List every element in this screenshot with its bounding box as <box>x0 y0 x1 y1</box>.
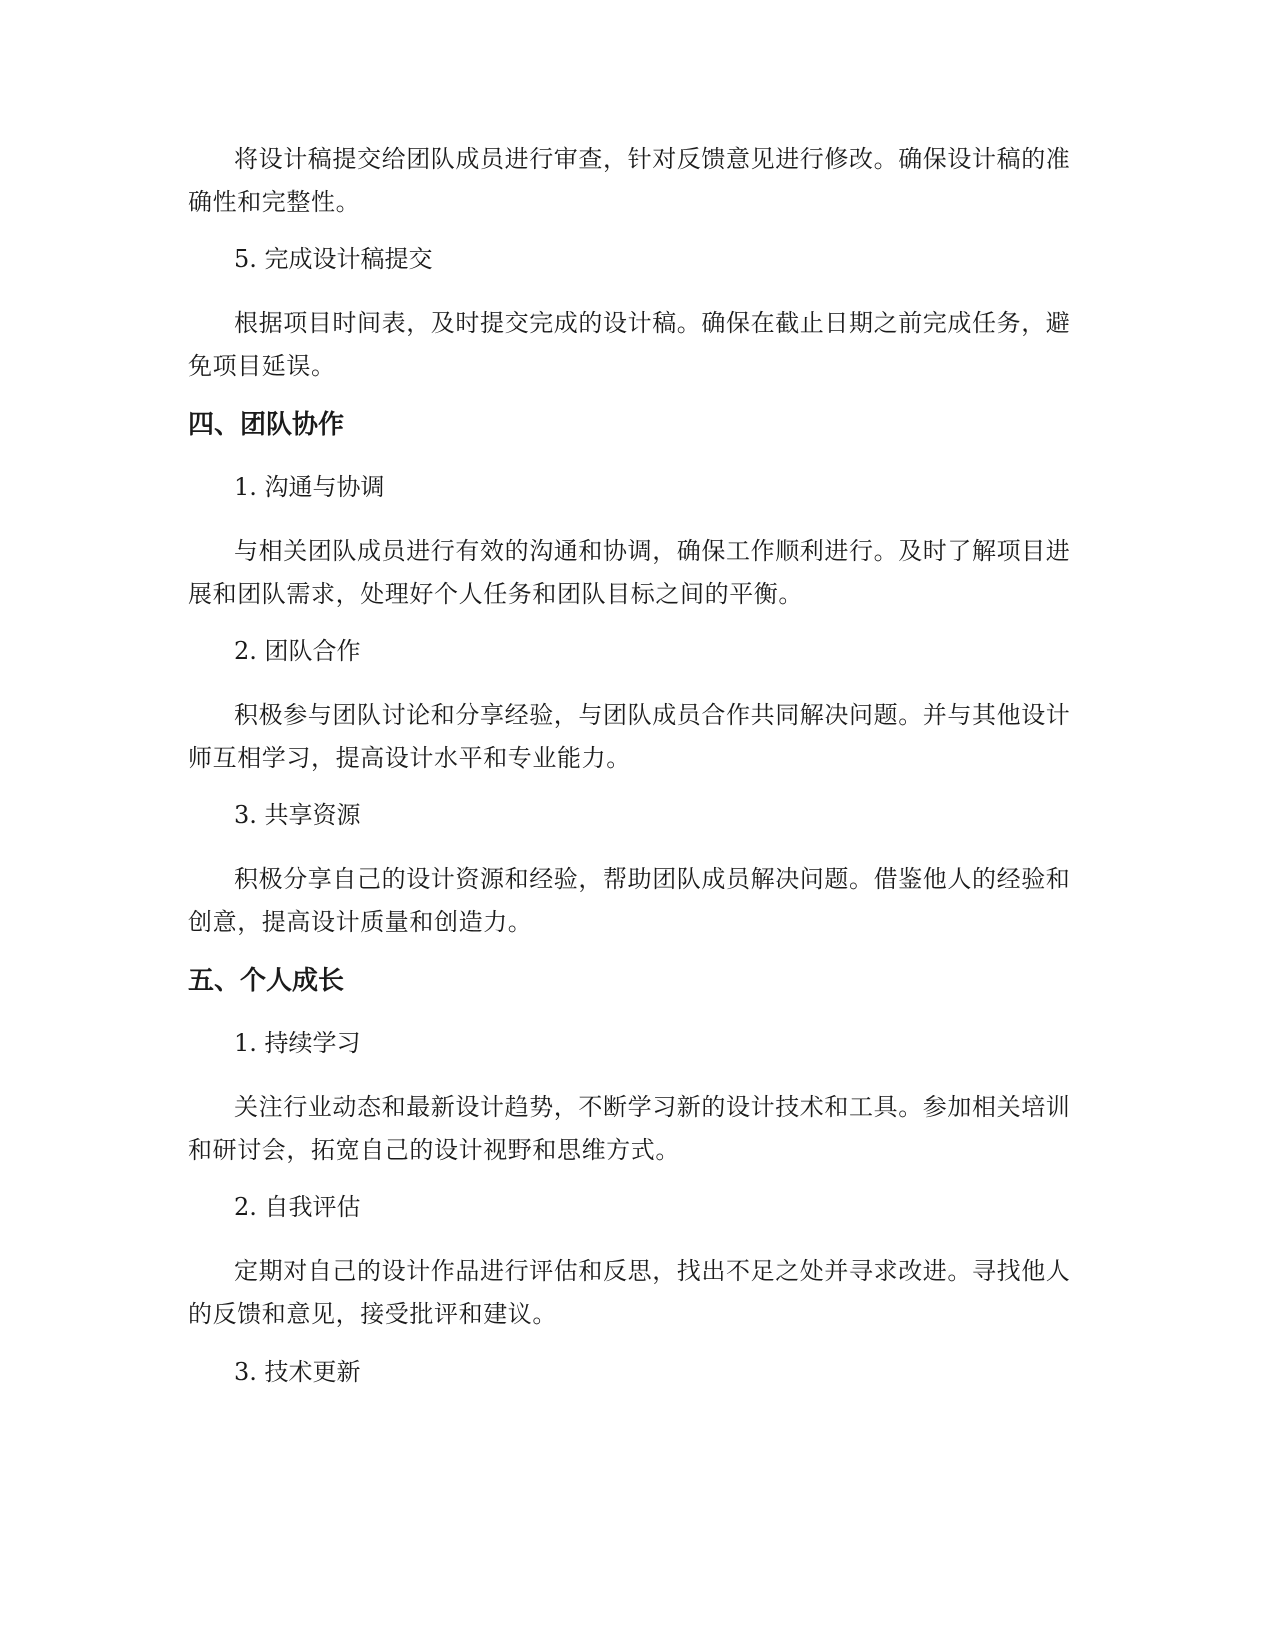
item-share-resources: 3. 共享资源 <box>234 801 361 829</box>
item-communication: 1. 沟通与协调 <box>234 473 385 501</box>
paragraph-submit-design: 根据项目时间表，及时提交完成的设计稿。确保在截止日期之前完成任务，避免项目延误。 <box>188 309 1071 380</box>
item-teamwork: 2. 团队合作 <box>234 637 361 665</box>
paragraph-communication: 与相关团队成员进行有效的沟通和协调，确保工作顺利进行。及时了解项目进展和团队需求，处理好个人任务和团队目标之间的平衡。 <box>188 537 1071 608</box>
paragraph-share-resources: 积极分享自己的设计资源和经验，帮助团队成员解决问题。借鉴他人的经验和创意，提高设计质量和创造力。 <box>188 865 1071 936</box>
item-submit-design: 5. 完成设计稿提交 <box>234 245 433 273</box>
paragraph-teamwork: 积极参与团队讨论和分享经验，与团队成员合作共同解决问题。并与其他设计师互相学习，提高设计水平和专业能力。 <box>188 701 1071 772</box>
item-continuous-learning: 1. 持续学习 <box>234 1029 361 1057</box>
paragraph-self-assessment: 定期对自己的设计作品进行评估和反思，找出不足之处并寻求改进。寻找他人的反馈和意见，接受批评和建议。 <box>188 1257 1071 1328</box>
paragraph-design-review: 将设计稿提交给团队成员进行审查，针对反馈意见进行修改。确保设计稿的准确性和完整性。 <box>188 145 1071 216</box>
paragraph-continuous-learning: 关注行业动态和最新设计趋势，不断学习新的设计技术和工具。参加相关培训和研讨会，拓宽自己的设计视野和思维方式。 <box>188 1093 1071 1164</box>
section-heading-personal-growth: 五、个人成长 <box>188 966 345 996</box>
section-heading-team-collaboration: 四、团队协作 <box>188 410 345 440</box>
item-tech-update: 3. 技术更新 <box>234 1358 361 1386</box>
item-self-assessment: 2. 自我评估 <box>234 1193 361 1221</box>
